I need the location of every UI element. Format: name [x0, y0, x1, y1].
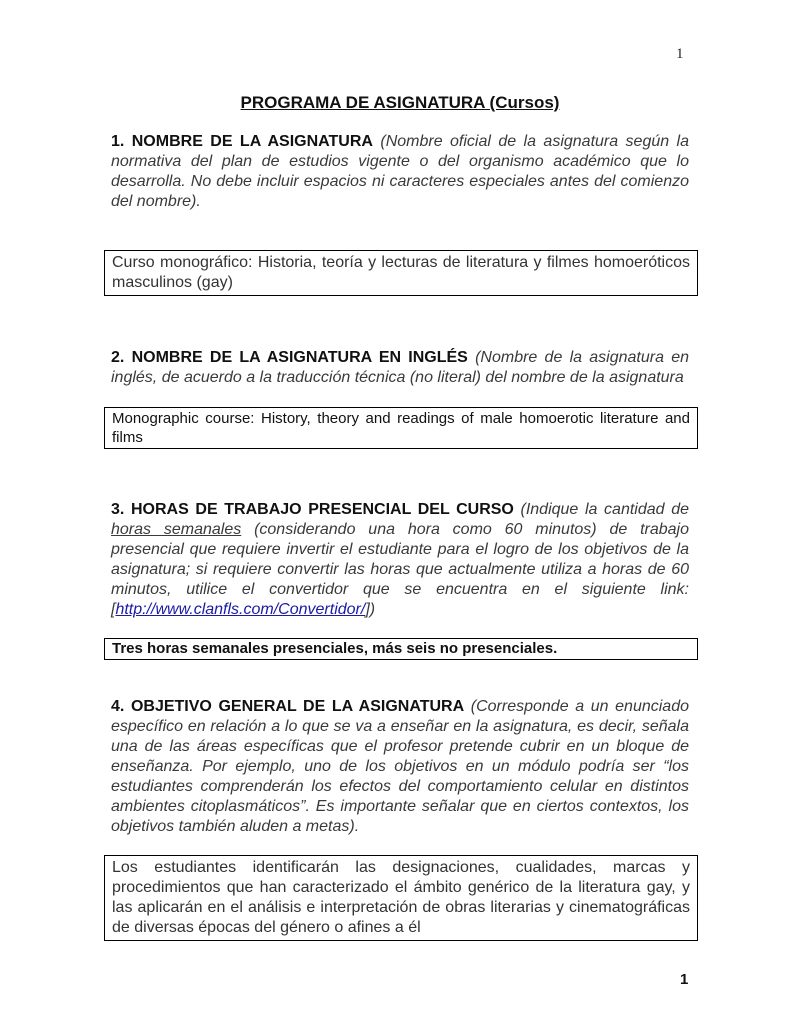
- section-1-heading: 1. NOMBRE DE LA ASIGNATURA: [111, 133, 373, 150]
- section-3-description-start: (Indique la cantidad de: [520, 501, 689, 518]
- page-number-top: 1: [676, 46, 684, 62]
- section-3-heading: 3. HORAS DE TRABAJO PRESENCIAL DEL CURSO: [111, 501, 514, 518]
- converter-link[interactable]: http://www.clanfls.com/Convertidor/: [115, 601, 366, 618]
- document-title: PROGRAMA DE ASIGNATURA (Cursos): [240, 93, 560, 112]
- section-4-description: (Corresponde a un enunciado específico en relación a lo que se va a enseñar en la asignatura, es decir, señala una de las áreas específicas que el profesor pretende cubrir en un bloque de enseñanza. Por ejemplo, uno de los objetivos en un módulo podría ser “los estudiantes comprenderán los efectos del comportamiento celular en distintos ambientes citoplasmáticos”. Es importante señalar que en ciertos contextos, los objetivos también aluden a metas).: [111, 698, 689, 835]
- section-4-answer-box: Los estudiantes identificarán las designaciones, cualidades, marcas y procedimientos que han caracterizado el ámbito genérico de la literatura gay, y las aplicarán en el análisis e interpretación de obras literarias y cinematográficas de diversas épocas del género o afines a él: [104, 855, 698, 941]
- section-2-instructions: [111, 348, 689, 388]
- section-1-instructions: [111, 132, 689, 212]
- page-number-bottom: 1: [680, 971, 689, 988]
- section-3-hours-emphasis: horas semanales: [111, 521, 242, 538]
- section-3-instructions: [111, 500, 689, 620]
- section-4-instructions: [111, 697, 689, 837]
- section-4-heading: 4. OBJETIVO GENERAL DE LA ASIGNATURA: [111, 698, 465, 715]
- section-3-description-end: ]): [365, 601, 376, 618]
- section-3-answer-box: Tres horas semanales presenciales, más seis no presenciales.: [104, 638, 698, 660]
- section-2-heading: 2. NOMBRE DE LA ASIGNATURA EN INGLÉS: [111, 349, 468, 366]
- section-1-description: (Nombre oficial de la asignatura según la normativa del plan de estudios vigente o del organismo académico que lo desarrolla. No debe incluir espacios ni caracteres especiales antes del comienzo del nombre).: [111, 133, 690, 210]
- section-1-answer-box: Curso monográfico: Historia, teoría y lecturas de literatura y filmes homoeróticos masculinos (gay): [104, 250, 698, 296]
- section-2-description: (Nombre de la asignatura en inglés, de acuerdo a la traducción técnica (no literal) del nombre de la asignatura: [111, 349, 689, 386]
- section-3-description-body: (considerando una hora como 60 minutos) de trabajo presencial que requiere invertir el estudiante para el logro de los objetivos de la asignatura; si requiere convertir las horas que actualmente utiliza a horas de 60 minutos, utilice el convertidor que se encuentra en el siguiente link: [: [111, 521, 690, 618]
- section-2-answer-box: Monographic course: History, theory and readings of male homoerotic literature and films: [104, 407, 698, 449]
